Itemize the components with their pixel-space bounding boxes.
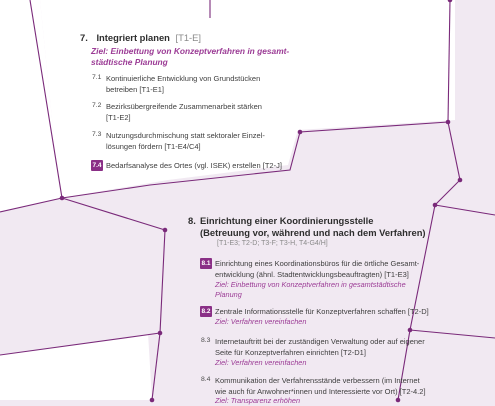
section-8-number: 8. <box>188 215 196 226</box>
goal-line: Ziel: Verfahren vereinfachen <box>215 317 307 326</box>
network-node <box>150 398 155 403</box>
goal-line: Ziel: Transparenz erhöhen <box>215 396 301 405</box>
item-goal <box>215 317 455 327</box>
item-number: 8.4 <box>201 376 211 383</box>
item-number: 7.2 <box>92 102 102 109</box>
network-node <box>408 328 413 333</box>
item-text <box>215 336 455 358</box>
goal-line: Planung <box>215 290 242 299</box>
section-7-number: 7. <box>80 32 88 43</box>
item-goal <box>215 358 455 368</box>
section-7-goal <box>91 46 289 68</box>
item-text <box>106 101 326 123</box>
item-number: 8.3 <box>201 337 211 344</box>
item-number: 7.3 <box>92 131 102 138</box>
item-line: Einrichtung eines Koordinationsbüros für die örtliche Gesamt- <box>215 259 420 268</box>
item-text <box>106 160 336 171</box>
item-line: Zentrale Informationsstelle für Konzeptverfahren schaffen [T2-D] <box>215 307 429 316</box>
item-line: [T1-E2] <box>106 113 131 122</box>
item-line: Bezirksübergreifende Zusammenarbeit stärken <box>106 102 262 111</box>
item-line: Kommunikation der Verfahrensstände verbessern (im Internet <box>215 376 420 385</box>
goal-line: Ziel: Einbettung von Konzeptverfahren in gesamt- <box>91 46 290 56</box>
network-node <box>163 228 168 233</box>
item-line: Bedarfsanalyse des Ortes (vgl. ISEK) erstellen [T2-J] <box>106 161 282 170</box>
network-node <box>458 178 463 183</box>
goal-line: Ziel: Verfahren vereinfachen <box>215 358 307 367</box>
item-line: lösungen fördern [T1-E4/C4] <box>106 142 201 151</box>
item-line: entwicklung (ähnl. Stadtentwicklungsbeauftragten) [T1-E3] <box>215 270 409 279</box>
item-line: Internetauftritt bei der zuständigen Verwaltung oder auf eigener <box>215 337 425 346</box>
item-goal <box>215 280 455 300</box>
section-8-title <box>200 215 450 239</box>
network-node <box>60 196 65 201</box>
goal-line: Ziel: Einbettung von Konzeptverfahren in gesamtstädtische <box>215 280 406 289</box>
section-7-tag: [T1-E] <box>175 32 202 43</box>
item-line: Nutzungsdurchmischung statt sektoraler Einzel- <box>106 131 265 140</box>
network-line <box>152 333 160 400</box>
item-number-badge: 8.2 <box>201 308 211 315</box>
title-line: Einrichtung einer Koordinierungsstelle <box>200 215 374 226</box>
section-8-tag: [T1-E3; T2-D; T3-F; T3-H, T4-G4/H] <box>217 240 328 247</box>
item-text <box>215 375 460 397</box>
network-node <box>158 331 163 336</box>
section-7-title: Integriert planen <box>96 32 170 43</box>
item-line: betreiben [T1-E1] <box>106 85 164 94</box>
item-number: 7.1 <box>92 74 102 81</box>
item-text <box>215 306 455 317</box>
item-text <box>106 130 326 152</box>
item-line: Seite für Konzeptverfahren einrichten [T2-D1] <box>215 348 366 357</box>
item-number-badge: 8.1 <box>201 260 211 267</box>
item-text <box>215 258 455 280</box>
item-text <box>106 73 326 95</box>
item-line: Kontinuierliche Entwicklung von Grundstücken <box>106 74 261 83</box>
network-line <box>435 205 495 215</box>
network-node <box>433 203 438 208</box>
section-7-heading <box>80 32 201 43</box>
goal-line: städtische Planung <box>91 57 168 67</box>
mid-left-tint-shape <box>0 198 165 355</box>
network-node <box>446 120 451 125</box>
item-goal <box>215 396 455 406</box>
item-line: wie auch für Anwohner*innen und Interessierte vor Ort) [T2-4.2] <box>215 387 426 396</box>
title-line: (Betreuung vor, während und nach dem Verfahren) <box>200 227 426 238</box>
item-number-badge: 7.4 <box>92 162 102 169</box>
